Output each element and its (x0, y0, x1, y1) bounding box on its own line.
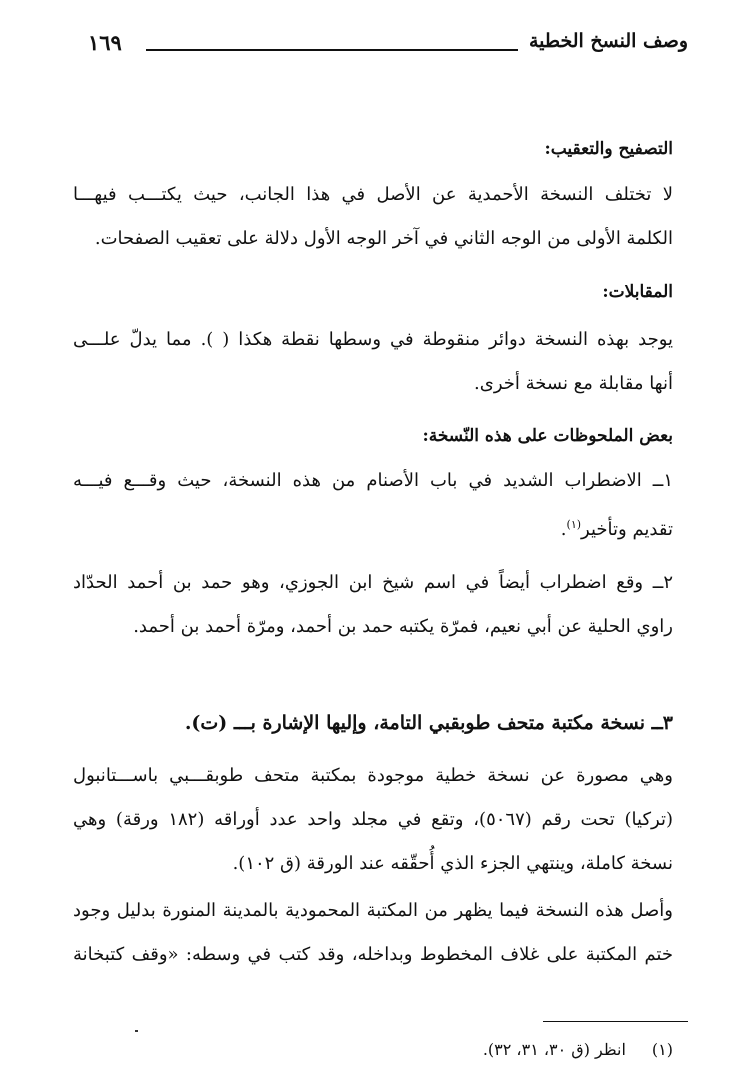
text-line: نسخة كاملة، وينتهي الجزء الذي أُحقّقه عند الورقة (ق ١٠٢). (232, 853, 673, 874)
footnote-number: (١) (651, 1040, 673, 1059)
page-number: ١٦٩ (88, 30, 122, 55)
note-item-1 (73, 459, 673, 552)
section-collation (73, 277, 673, 307)
footnote (483, 1040, 673, 1059)
text-line: ٢ــ وقع اضطراب أيضاً في اسم شيخ ابن الجوزي، وهو حمد بن أحمد الحدّاد (73, 572, 673, 593)
section-pagination (73, 134, 673, 164)
footnote-reference[interactable]: (١) (566, 518, 582, 531)
section-notes (73, 421, 673, 451)
paragraph (73, 889, 673, 977)
text-fragment: . (560, 519, 567, 540)
paragraph (73, 754, 673, 886)
stray-mark (135, 1030, 138, 1032)
text-fragment: تقديم وتأخير (581, 519, 673, 540)
text-line: (تركيا) تحت رقم (٥٠٦٧)، وتقع في مجلد واحد عدد أوراقه (١٨٢ ورقة) وهي (73, 809, 673, 830)
running-title: وصف النسخ الخطية (528, 30, 688, 52)
note-item-2 (73, 561, 673, 649)
text-line: لا تختلف النسخة الأحمدية عن الأصل في هذا الجانب، حيث يكتـــب فيهـــا (73, 184, 673, 205)
text-line: ١ــ الاضطراب الشديد في باب الأصنام من هذه النسخة، حيث وقـــع فيـــه (73, 470, 673, 491)
text-line: الكلمة الأولى من الوجه الثاني في آخر الوجه الأول دلالة على تعقيب الصفحات. (94, 228, 673, 249)
paragraph (73, 318, 673, 406)
section-heading: التصفيح والتعقيب: (544, 139, 673, 159)
text-line: راوي الحلية عن أبي نعيم، فمرّة يكتبه حمد بن أحمد، ومرّة أحمد بن أحمد. (133, 616, 673, 637)
section-heading: ٣ــ نسخة مكتبة متحف طوبقبي التامة، وإليها الإشارة بـــ (ت). (184, 712, 673, 734)
text-line: وأصل هذه النسخة فيما يظهر من المكتبة المحمودية بالمدينة المنورة بدليل وجود (73, 900, 673, 921)
header-rule (146, 49, 518, 51)
footnote-text: انظر (ق ٣٠، ٣١، ٣٢). (482, 1040, 626, 1059)
text-line: أنها مقابلة مع نسخة أخرى. (474, 373, 673, 394)
section-heading: المقابلات: (602, 282, 673, 302)
text-line (73, 503, 673, 552)
paragraph (73, 173, 673, 261)
running-header (88, 30, 688, 64)
text-line: وهي مصورة عن نسخة خطية موجودة بمكتبة متحف طوبقـــبي باســـتانبول (73, 765, 673, 786)
footnote-rule (543, 1021, 688, 1022)
text-line: ختم المكتبة على غلاف المخطوط وبداخله، وقد كتب في وسطه: «وقف كتبخانة (73, 944, 673, 965)
text-line: يوجد بهذه النسخة دوائر منقوطة في وسطها نقطة هكذا ( ). مما يدلّ علـــى (73, 329, 673, 350)
section-heading: بعض الملحوظات على هذه النّسخة: (422, 426, 673, 446)
section-topkapi-copy (73, 706, 673, 740)
